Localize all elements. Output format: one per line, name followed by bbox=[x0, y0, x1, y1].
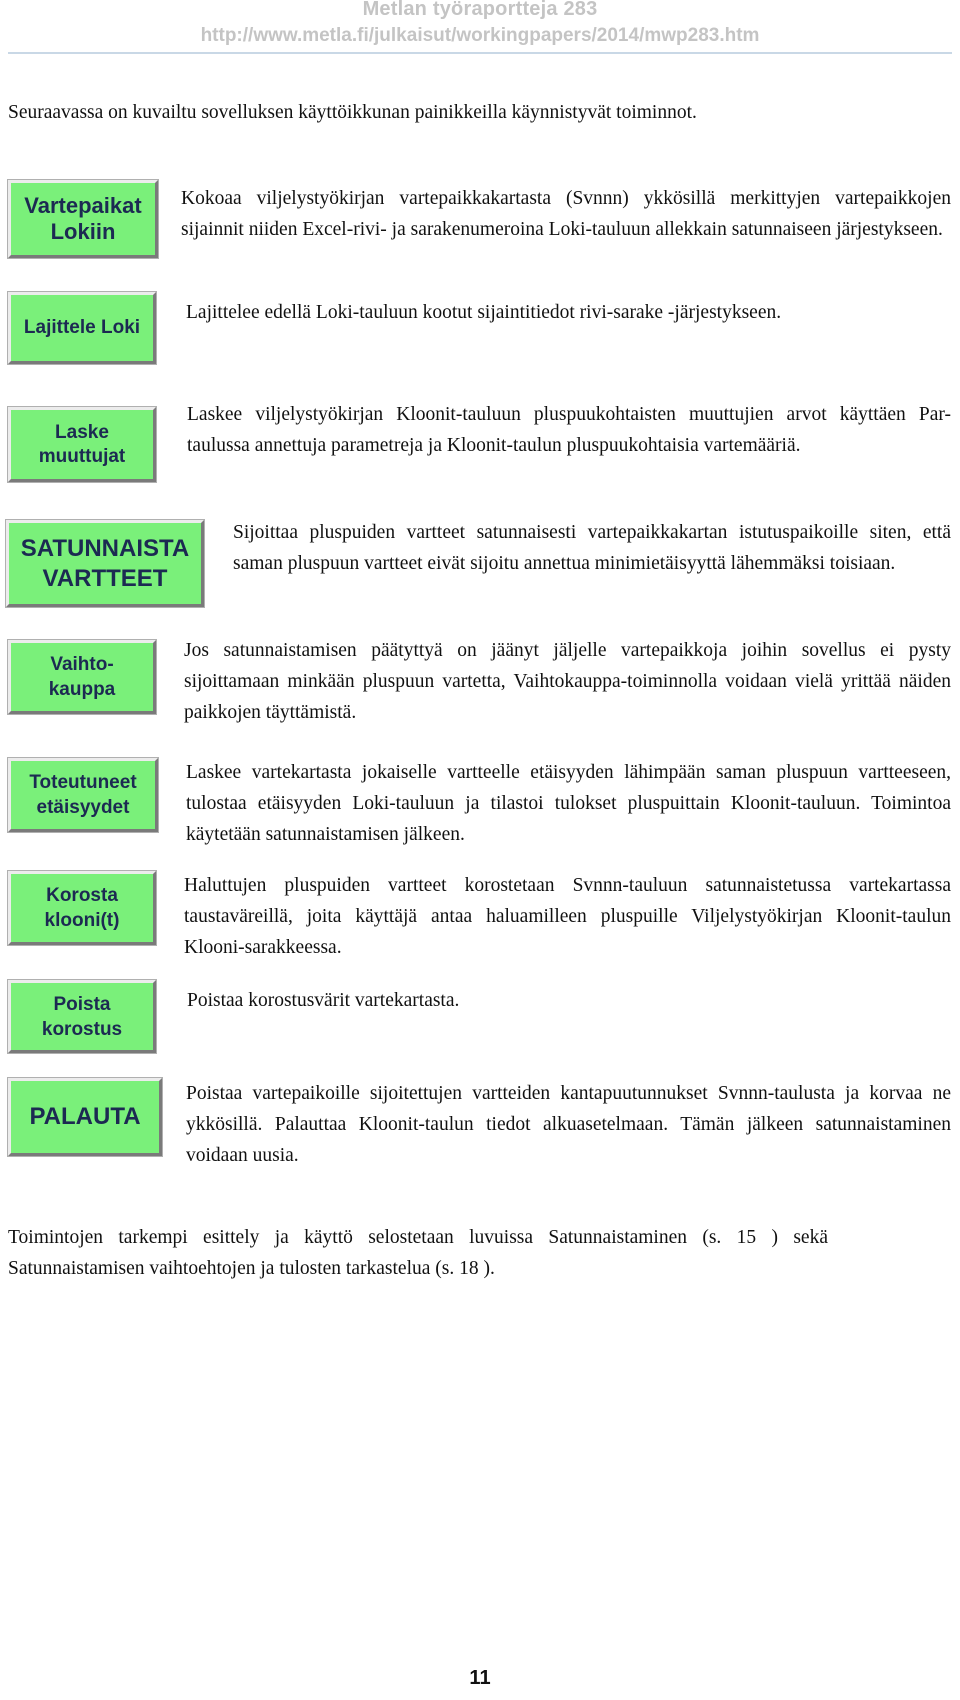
palauta-description: Poistaa vartepaikoille sijoitettujen vartteiden kantapuutunnukset Svnnn-taulusta ja korvaa ne ykkösillä. Palauttaa Kloonit-taulun tiedot alkuasetelmaan. Tämän jälkeen satunnaistaminen voidaan uusia. bbox=[186, 1083, 951, 1166]
page-number: 11 bbox=[469, 1667, 491, 1689]
header-divider bbox=[8, 52, 952, 54]
lajittele-loki-description: Lajittelee edellä Loki-tauluun kootut sijaintitiedot rivi-sarake -järjestykseen. bbox=[186, 302, 782, 323]
page-header bbox=[0, 0, 960, 56]
laske-muuttujat-description: Laskee viljelystyökirjan Kloonit-tauluun pluspuukohtaisten muuttujien arvot käyttäen Par-taulussa annettuja parametreja ja Kloonit-taulun pluspuukohtaisia vartemääriä. bbox=[187, 404, 951, 456]
laske-muuttujat-button[interactable]: Laske muuttujat bbox=[8, 407, 156, 482]
palauta-button[interactable]: PALAUTA bbox=[8, 1078, 162, 1156]
korosta-kloonit-button[interactable]: Korosta klooni(t) bbox=[8, 871, 156, 945]
toteutuneet-etaisyydet-description: Laskee vartekartasta jokaiselle vartteelle etäisyyden lähimpään saman pluspuun vartteeseen, tulostaa etäisyyden Loki-tauluun ja tilastoi tulokset pluspuittain Kloonit-tauluun. Toimintoa käytetään satunnaistamisen jälkeen. bbox=[186, 762, 951, 845]
footer-text: Toimintojen tarkempi esittely ja käyttö selostetaan luvuissa Satunnaistaminen (s. 15 ) sekä Satunnaistamisen vaihtoehtojen ja tulosten tarkastelua (s. 18 ). bbox=[8, 1227, 828, 1279]
satunnaista-vartteet-button[interactable]: SATUNNAISTA VARTTEET bbox=[6, 520, 204, 607]
lajittele-loki-button[interactable]: Lajittele Loki bbox=[8, 292, 156, 364]
intro-text: Seuraavassa on kuvailtu sovelluksen käyttöikkunan painikkeilla käynnistyvät toiminnot. bbox=[8, 102, 697, 123]
poista-korostus-button[interactable]: Poista korostus bbox=[8, 980, 156, 1053]
vartepaikat-lokiin-description: Kokoaa viljelystyökirjan vartepaikkakartasta (Svnnn) ykkösillä merkittyjen vartepaikkojen sijainnit niiden Excel-rivi- ja sarakenumeroina Loki-tauluun allekkain satunnaiseen järjestykseen. bbox=[181, 188, 951, 240]
vaihtokauppa-button[interactable]: Vaihto- kauppa bbox=[8, 640, 156, 714]
vartepaikat-lokiin-button[interactable]: Vartepaikat Lokiin bbox=[8, 180, 158, 258]
report-series-title: Metlan työraportteja 283 bbox=[362, 0, 598, 20]
poista-korostus-description: Poistaa korostusvärit vartekartasta. bbox=[187, 990, 460, 1011]
toteutuneet-etaisyydet-button[interactable]: Toteutuneet etäisyydet bbox=[8, 758, 158, 832]
korosta-kloonit-description: Haluttujen pluspuiden vartteet korostetaan Svnnn-tauluun satunnaistetussa vartekartassa taustaväreillä, joita käyttäjä antaa haluamilleen pluspuille Viljelystyökirjan Kloonit-taulun Klooni-sarakkeessa. bbox=[184, 875, 951, 958]
vaihtokauppa-description: Jos satunnaistamisen päätyttyä on jäänyt jäljelle vartepaikkoja joihin sovellus ei pysty sijoittamaan minkään pluspuun vartetta, Vaihtokauppa-toiminnolla voidaan vielä yrittää näiden paikkojen täyttämistä. bbox=[184, 640, 951, 723]
report-url[interactable]: http://www.metla.fi/julkaisut/workingpapers/2014/mwp283.htm bbox=[200, 25, 760, 46]
satunnaista-vartteet-description: Sijoittaa pluspuiden vartteet satunnaisesti vartepaikkakartan istutuspaikoille siten, että saman pluspuun vartteet eivät sijoitu annettua minimietäisyyttä lähemmäksi toisiaan. bbox=[233, 522, 951, 574]
